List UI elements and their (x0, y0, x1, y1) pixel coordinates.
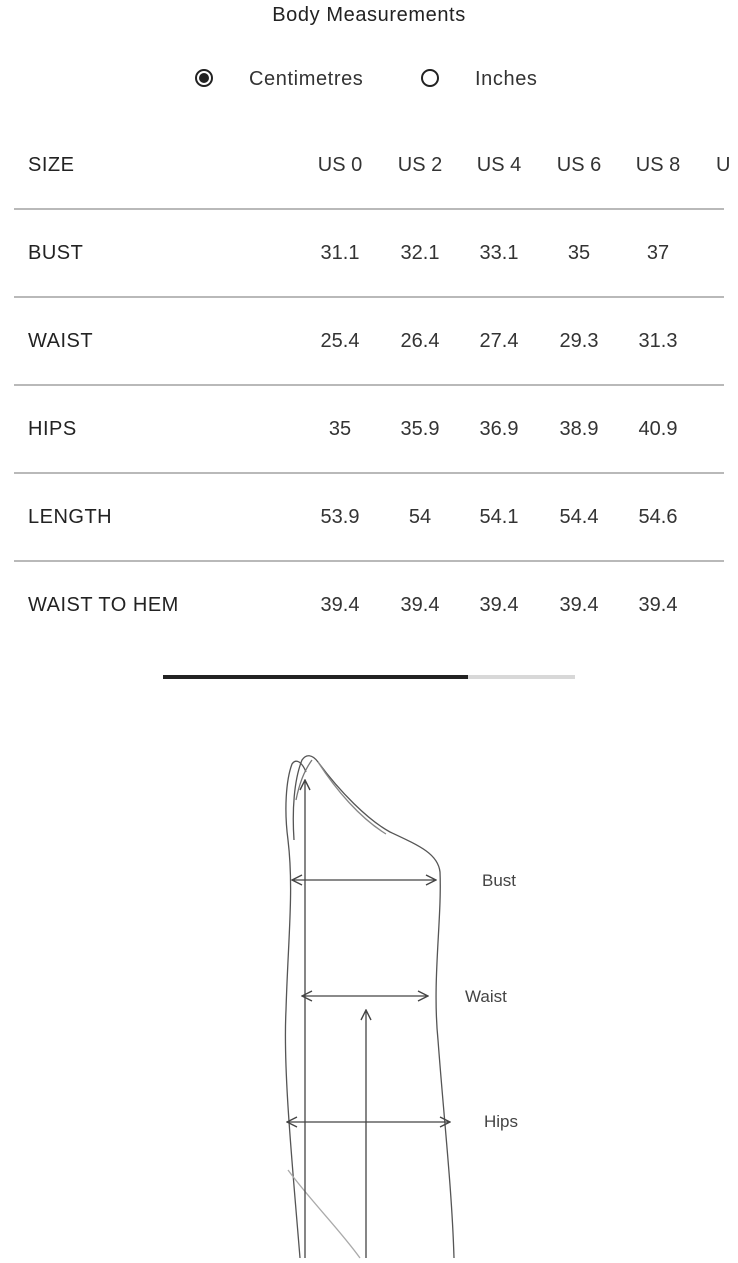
table-row (14, 210, 724, 298)
table-scrollbar[interactable] (163, 675, 575, 679)
table-cell: 54.6 (638, 506, 678, 528)
table-row (14, 474, 724, 562)
row-label: BUST (28, 242, 84, 264)
table-cell: 39.4 (320, 594, 360, 616)
size-column-header: US 2 (397, 154, 443, 176)
table-cell: 40.9 (638, 418, 678, 440)
table-cell: 39.4 (400, 594, 440, 616)
table-row (14, 562, 724, 648)
row-label: HIPS (28, 418, 77, 440)
centimetres-label[interactable]: Centimetres (249, 68, 364, 90)
table-header-row (14, 122, 731, 210)
table-cell: 54.1 (479, 506, 519, 528)
table-cell: 53.9 (320, 506, 360, 528)
table-cell: 35 (567, 242, 591, 264)
table-cell: 26.4 (400, 330, 440, 352)
table-cell: 35.9 (400, 418, 440, 440)
table-cell: 38.9 (559, 418, 599, 440)
row-label: WAIST TO HEM (28, 594, 179, 616)
table-cell: 39.4 (638, 594, 678, 616)
table-row (14, 298, 724, 386)
scrollbar-thumb[interactable] (163, 675, 468, 679)
row-label: WAIST (28, 330, 94, 352)
dress-outline (285, 756, 454, 1258)
size-header: SIZE (28, 154, 75, 176)
unit-toggle (0, 66, 738, 96)
waist-label: Waist (465, 987, 507, 1006)
size-column-header-clipped: U (716, 154, 731, 176)
inches-label[interactable]: Inches (475, 68, 538, 90)
table-cell: 36.9 (479, 418, 519, 440)
table-row (14, 386, 724, 474)
table-cell: 25.4 (320, 330, 360, 352)
table-cell: 29.3 (559, 330, 599, 352)
table-cell: 35 (328, 418, 352, 440)
table-cell: 39.4 (559, 594, 599, 616)
row-label: LENGTH (28, 506, 113, 528)
table-cell: 31.1 (320, 242, 360, 264)
centimetres-radio[interactable] (195, 69, 213, 87)
table-cell: 27.4 (479, 330, 519, 352)
size-column-header: US 4 (476, 154, 522, 176)
table-cell: 54 (408, 506, 432, 528)
table-cell: 39.4 (479, 594, 519, 616)
size-column-header: US 8 (635, 154, 681, 176)
size-column-header: US 6 (556, 154, 602, 176)
hips-label: Hips (484, 1112, 519, 1131)
table-cell: 37 (646, 242, 670, 264)
table-cell: 33.1 (479, 242, 519, 264)
inches-radio[interactable] (421, 69, 439, 87)
table-cell: 54.4 (559, 506, 599, 528)
dress-diagram (0, 740, 738, 1263)
size-table (14, 122, 731, 648)
table-cell: 31.3 (638, 330, 678, 352)
bust-label: Bust (482, 871, 517, 890)
size-column-header: US 0 (317, 154, 363, 176)
page-title: Body Measurements (272, 4, 466, 26)
table-cell: 32.1 (400, 242, 440, 264)
dress-illustration (0, 740, 738, 1258)
